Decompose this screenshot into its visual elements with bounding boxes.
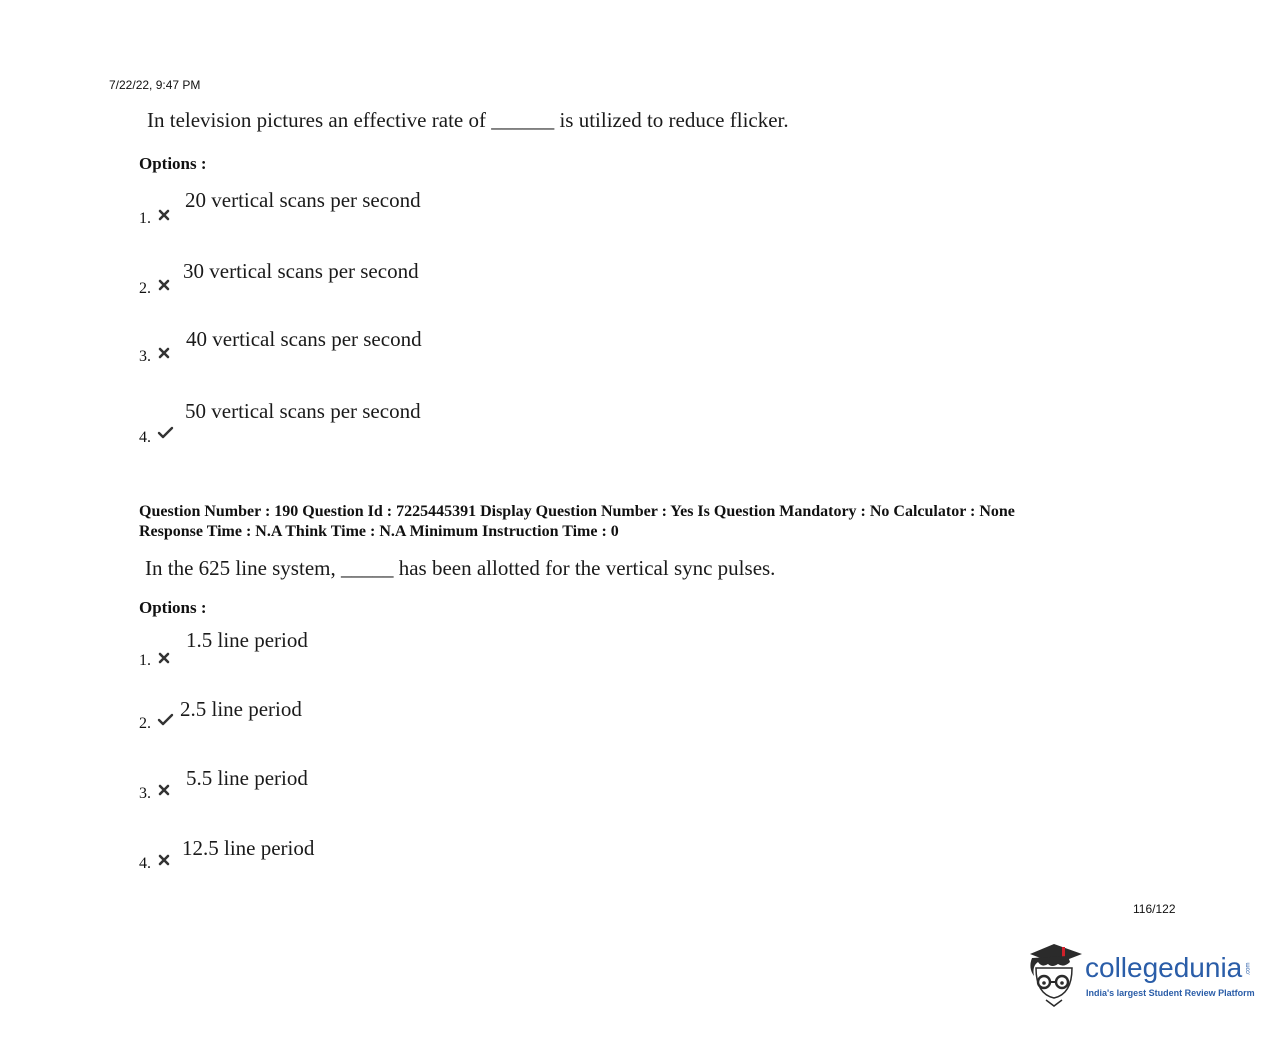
mascot-icon	[1024, 938, 1086, 1008]
cross-mark-icon	[158, 347, 170, 359]
option-text: 30 vertical scans per second	[183, 259, 419, 283]
check-mark-icon	[157, 426, 174, 440]
question-meta: Question Number : 190 Question Id : 7225445391 Display Question Number : Yes Is Question Mandatory : No Calculator : None	[139, 503, 1015, 520]
option-text: 12.5 line period	[182, 836, 315, 860]
question-text: In television pictures an effective rate of ______ is utilized to reduce flicker.	[147, 108, 789, 132]
cross-mark-icon	[158, 279, 170, 291]
option-number: 3.	[139, 348, 151, 365]
logo-wordmark: collegedunia	[1085, 952, 1243, 983]
question-meta: Response Time : N.A Think Time : N.A Minimum Instruction Time : 0	[139, 523, 619, 540]
option-number: 2.	[139, 715, 151, 732]
option-number: 2.	[139, 280, 151, 297]
option-text: 50 vertical scans per second	[185, 399, 421, 423]
option-text: 5.5 line period	[186, 766, 308, 790]
logo-tagline: India's largest Student Review Platform	[1086, 988, 1255, 998]
option-number: 3.	[139, 785, 151, 802]
print-timestamp: 7/22/22, 9:47 PM	[109, 78, 201, 92]
logo-suffix: .com	[1245, 962, 1252, 976]
cross-mark-icon	[158, 854, 170, 866]
option-text: 1.5 line period	[186, 628, 308, 652]
options-label: Options :	[139, 598, 207, 617]
option-text: 40 vertical scans per second	[186, 327, 422, 351]
option-number: 1.	[139, 652, 151, 669]
cross-mark-icon	[158, 209, 170, 221]
option-number: 4.	[139, 855, 151, 872]
option-number: 1.	[139, 210, 151, 227]
question-text: In the 625 line system, _____ has been allotted for the vertical sync pulses.	[145, 556, 776, 580]
option-text: 2.5 line period	[180, 697, 302, 721]
cross-mark-icon	[158, 652, 170, 664]
page-number: 116/122	[1133, 902, 1176, 916]
option-text: 20 vertical scans per second	[185, 188, 421, 212]
cross-mark-icon	[158, 784, 170, 796]
option-number: 4.	[139, 429, 151, 446]
check-mark-icon	[157, 713, 174, 727]
options-label: Options :	[139, 154, 207, 173]
